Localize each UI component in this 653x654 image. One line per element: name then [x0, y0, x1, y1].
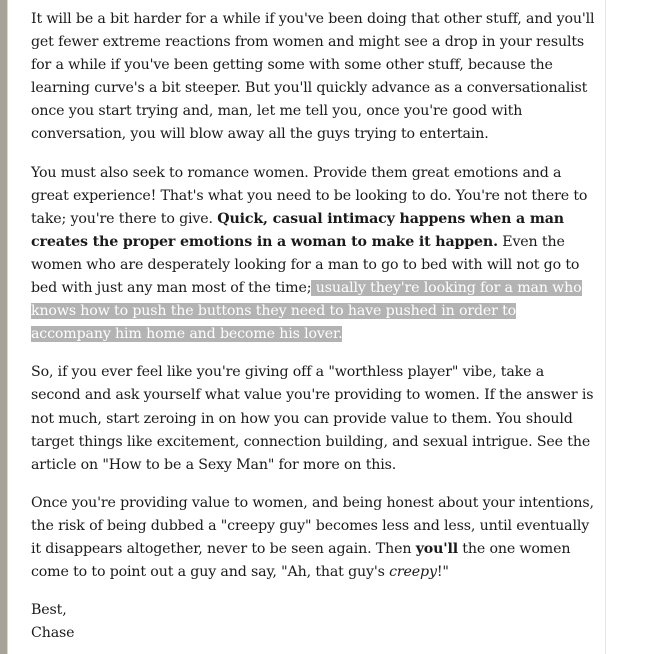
paragraph-2-bold: Quick, casual intimacy happens when a man creates the proper emotions in a woman to make it happen.: [31, 210, 564, 250]
paragraph-2: [31, 162, 597, 347]
paragraph-4-bold: you'll: [415, 540, 458, 557]
paragraph-4-italic: creepy: [389, 564, 437, 581]
left-border: [0, 0, 7, 654]
article-body: [31, 8, 597, 645]
paragraph-4: [31, 492, 597, 584]
paragraph-2-middle: Even the women who are desperately looking for a man to go to bed with will not go to bed with just any man most of the time;: [31, 233, 580, 297]
signoff: Best,: [31, 602, 67, 619]
signature: [31, 599, 597, 645]
paragraph-2-intro: You must also seek to romance women. Provide them great emotions and a great experience! That's what you need to be looking to do. You're not there to take; you're there to give.: [31, 164, 588, 227]
paragraph-1-text: It will be a bit harder for a while if you've been doing that other stuff, and you'll get fewer extreme reactions from women and might see a drop in your results for a while if you've been getting some with some other stuff, because the learning curve's a bit steeper. But you'll quickly advance as a conversationalist once you start trying and, man, let me tell you, once you're good with conversation, you will blow away all the guys trying to entertain.: [31, 11, 595, 143]
paragraph-1: [31, 8, 597, 147]
paragraph-4-intro: Once you're providing value to women, and being honest about your intentions, the risk of being dubbed a "creepy guy" becomes less and less, until eventually it disappears altogether, never to be seen again. Then: [31, 494, 594, 557]
selected-text[interactable]: usually they're looking for a man who knows how to push the buttons they need to have pushed in order to accompany him home and become his lover.: [31, 280, 582, 343]
right-border: [605, 0, 606, 654]
author-name: Chase: [31, 625, 75, 642]
paragraph-3-text: So, if you ever feel like you're giving off a "worthless player" vibe, take a second and ask yourself what value you're providing to women. If the answer is not much, start zeroing in on how you can provide value to them. You should target things like excitement, connection building, and sexual intrigue. See the article on "How to be a Sexy Man" for more on this.: [31, 364, 594, 473]
paragraph-3: [31, 361, 597, 476]
paragraph-4-middle: the one women come to to point out a guy and say, "Ah, that guy's: [31, 540, 571, 581]
left-border-edge: [7, 0, 8, 654]
paragraph-4-end: !": [436, 564, 449, 581]
